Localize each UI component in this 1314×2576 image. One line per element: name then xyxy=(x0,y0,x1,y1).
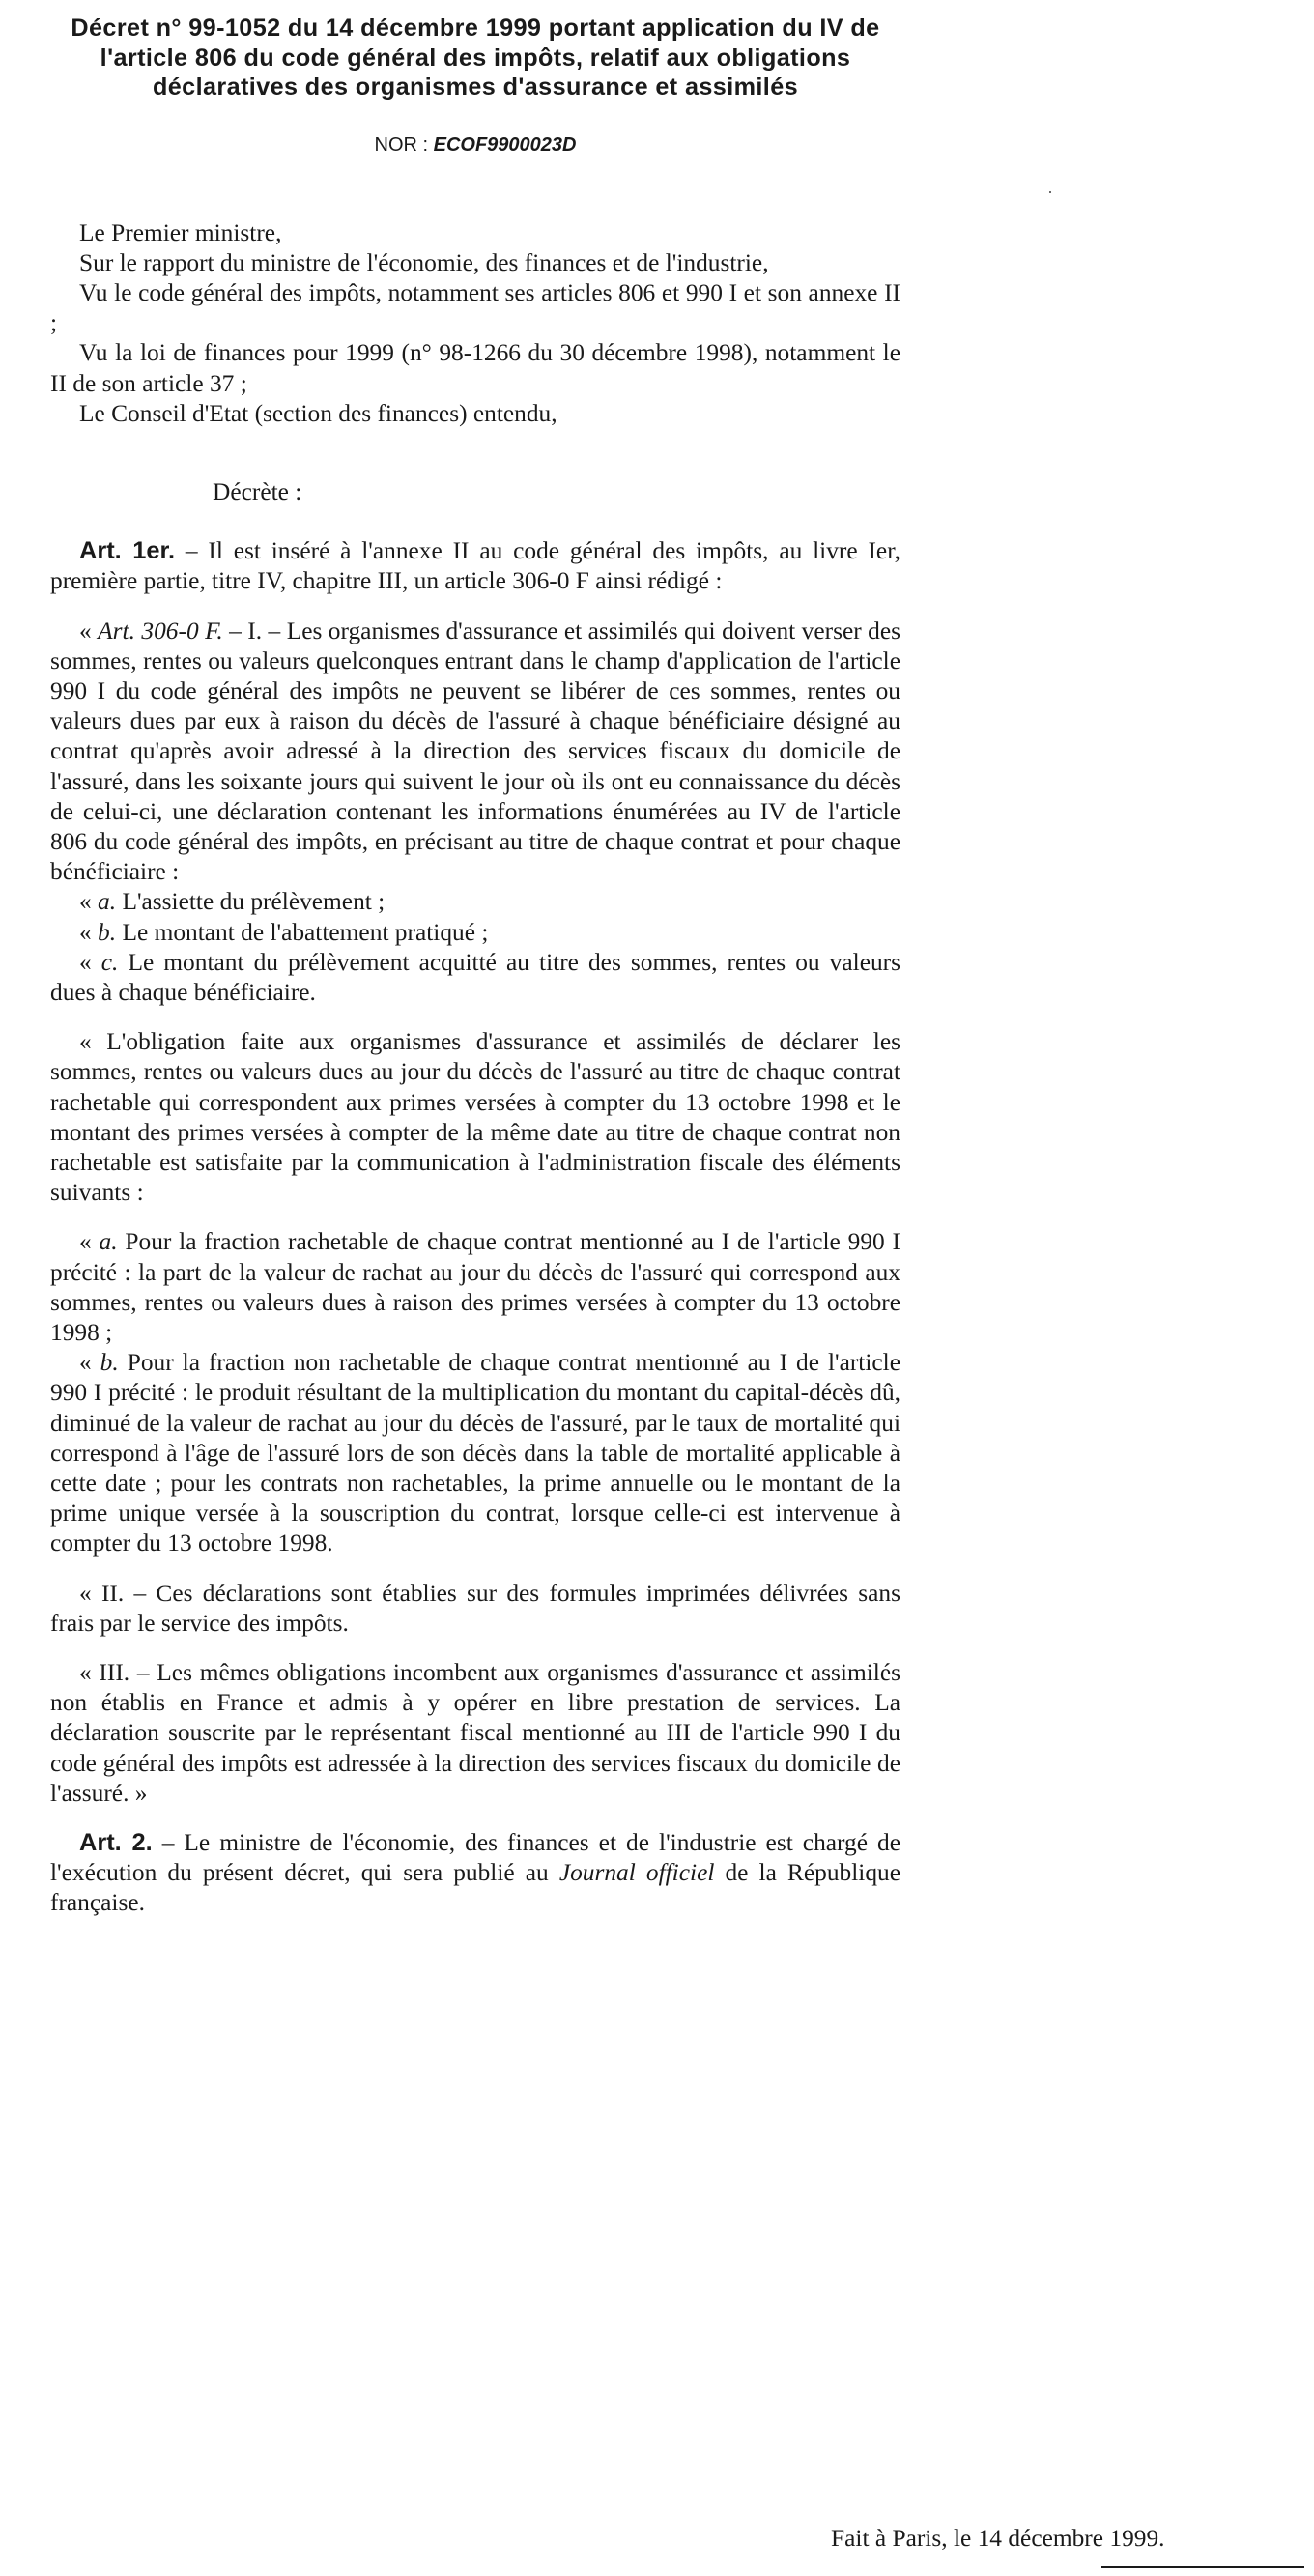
item-text-2a: Pour la fraction rachetable de chaque contrat mentionné au I de l'article 990 I précité : la part de la valeur de rachat au jour du décès de l'assuré qui correspond aux sommes, rentes ou valeurs dues à raison des primes versées à compter du 13 octobre 1998 ; xyxy=(50,1228,900,1346)
quote-open: « xyxy=(79,1228,100,1256)
article-306-0f-paragraph-i xyxy=(50,616,900,888)
article-1-intro xyxy=(50,536,900,596)
quote-open: « xyxy=(79,948,101,976)
item-text-b: Le montant de l'abattement pratiqué ; xyxy=(116,918,489,946)
list-item-a xyxy=(50,887,900,917)
nor-reference xyxy=(50,133,900,157)
item-text-a: L'assiette du prélèvement ; xyxy=(116,888,386,916)
article-2 xyxy=(50,1828,900,1919)
item-letter-2b: b. xyxy=(100,1349,119,1377)
preamble-vu-code: Vu le code général des impôts, notamment ses articles 806 et 990 I et son annexe II ; xyxy=(50,278,900,337)
article-306-0f-text: – I. – Les organismes d'assurance et assimilés qui doivent verser des sommes, rentes ou valeurs quelconques entrant dans le champ d'application de l'article 990 I du code général des impôts ne peuvent se libérer de ces sommes, rentes ou valeurs dues par eux à raison du décès de l'assuré à chaque bénéficiaire désigné au contrat qu'après avoir adressé à la direction des services fiscaux du domicile de l'assuré, dans les soixante jours qui suivent le jour où ils ont eu connaissance du décès de celui-ci, une déclaration contenant les informations énumérées au IV de l'article 806 du code général des impôts, en précisant au titre de chaque contrat et pour chaque bénéficiaire : xyxy=(50,616,901,886)
article-1-intro-text: – Il est inséré à l'annexe II au code général des impôts, au livre Ier, première partie, titre IV, chapitre III, un article 306-0 F ainsi rédigé : xyxy=(50,537,900,595)
decrete-heading: Décrète : xyxy=(213,477,302,505)
preamble-conseil: Le Conseil d'Etat (section des finances) entendu, xyxy=(79,399,557,427)
signature-place-date: Fait à Paris, le 14 décembre 1999. xyxy=(831,2525,1165,2552)
preamble-opening: Le Premier ministre, xyxy=(79,218,282,246)
quote-open: « xyxy=(79,616,99,644)
paragraph-iii: « III. – Les mêmes obligations incombent aux organismes d'assurance et assimilés non établis en France et admis à y opérer en libre prestation de services. La déclaration souscrite par le représentant fiscal mentionné au III de l'article 990 I du code général des impôts est adressée à la direction des services fiscaux du domicile de l'assuré. » xyxy=(50,1659,900,1807)
signature-rule xyxy=(1101,2566,1304,2568)
decree-title: Décret n° 99-1052 du 14 décembre 1999 portant application du IV de l'article 806 du code général des impôts, relatif aux obligations déclaratives des organismes d'assurance et assimilés xyxy=(71,14,880,100)
quote-open: « xyxy=(79,888,99,916)
list-item-b xyxy=(50,918,900,948)
article-2-text-before: – Le ministre de l'économie, des finances et de l'industrie est chargé de l'exécution du présent décret, qui sera publié au xyxy=(50,1829,900,1887)
nor-label: NOR : xyxy=(374,133,434,156)
quote-open: « xyxy=(79,918,99,946)
decree-text-column xyxy=(50,14,900,1919)
article-2-label: Art. 2. xyxy=(79,1829,153,1857)
list-item-c xyxy=(50,948,900,1008)
paragraph-ii: « II. – Ces déclarations sont établies sur des formules imprimées délivrées sans frais par le service des impôts. xyxy=(50,1579,900,1637)
item-letter-c: c. xyxy=(100,948,119,976)
nor-code: ECOF9900023D xyxy=(433,133,577,156)
obligation-paragraph: « L'obligation faite aux organismes d'assurance et assimilés de déclarer les sommes, rentes ou valeurs dues au jour du décès de l'assuré au titre de chaque contrat rachetable qui correspondent aux primes versées à compter du 13 octobre 1998 et le montant des primes versées à compter de la même date au titre de chaque contrat non rachetable est satisfaite par la communication à l'administration fiscale des éléments suivants : xyxy=(50,1028,900,1207)
preamble-rapport: Sur le rapport du ministre de l'économie, des finances et de l'industrie, xyxy=(79,248,769,276)
article-306-0f-reference: Art. 306-0 F. xyxy=(98,616,223,644)
item-letter-a: a. xyxy=(98,888,117,916)
quote-open: « xyxy=(79,1349,100,1377)
journal-officiel: Journal officiel xyxy=(558,1859,715,1887)
item-text-2b: Pour la fraction non rachetable de chaque contrat mentionné au I de l'article 990 I précité : le produit résultant de la multiplication du montant du capital-décès dû, diminué de la valeur de rachat au jour du décès de l'assuré, par le taux de mortalité qui correspond à l'âge de l'assuré lors de son décès dans la table de mortalité applicable à cette date ; pour les contrats non rachetables, la prime annuelle ou le montant de la prime unique versée à la souscription du contrat, lorsque celle-ci est intervenue à compter du 13 octobre 1998. xyxy=(50,1349,900,1558)
item-text-c: Le montant du prélèvement acquitté au titre des sommes, rentes ou valeurs dues à chaque bénéficiaire. xyxy=(50,948,900,1006)
preamble-vu-loi: Vu la loi de finances pour 1999 (n° 98-1266 du 30 décembre 1998), notamment le II de son article 37 ; xyxy=(50,339,900,397)
article-2-text-after: de la République française. xyxy=(50,1859,900,1917)
article-1-label: Art. 1er. xyxy=(79,537,176,565)
item-letter-b: b. xyxy=(98,918,117,946)
item-letter-2a: a. xyxy=(99,1228,118,1256)
list-item-2a xyxy=(50,1227,900,1348)
list-item-2b xyxy=(50,1348,900,1559)
scan-speck xyxy=(1049,191,1051,193)
